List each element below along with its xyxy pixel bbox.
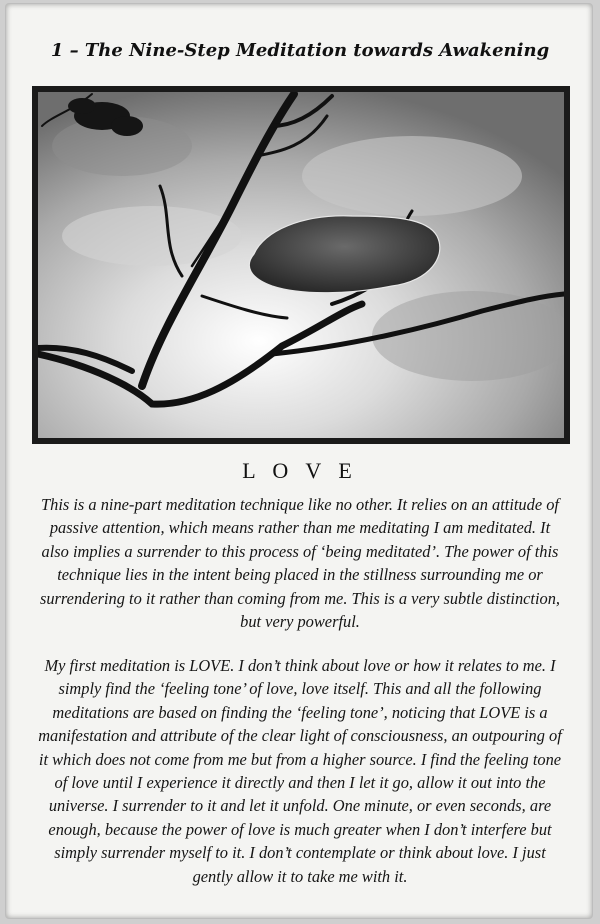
love-meditation-paragraph: My first meditation is LOVE. I don’t think about love or how it relates to me. I simply find the ‘feeling tone’ of love, love itself. This and all the following meditations are based on finding the ‘feeling tone’, noticing that LOVE is a manifestation and attribute of the clear light of consciousness, an outpouring of it which does not come from me but from a higher source. I find the feeling tone of love until I experience it directly and then I let it go, allow it out into the universe. I surrender to it and let it unfold. One minute, or even seconds, are enough, because the power of love is much greater when I don’t interfere but simply surrender myself to it. I don’t contemplate or think about love. I just gently allow it to take me with it. <box>38 656 562 886</box>
section-heading: L O V E <box>242 458 358 483</box>
intro-paragraph: This is a nine-part meditation technique like no other. It relies on an attitude of passive attention, which means rather than me meditating I am meditated. It also implies a surrender to this process of ‘being meditated’. The power of this technique lies in the intent being placed in the stillness surrounding me or surrendering to it rather than coming from me. This is a very subtle distinction, but very powerful. <box>39 495 561 632</box>
page-title: 1 – The Nine-Step Meditation towards Awakening <box>50 40 550 61</box>
branch-photo-icon <box>32 86 570 444</box>
meditation-photo <box>32 86 570 444</box>
